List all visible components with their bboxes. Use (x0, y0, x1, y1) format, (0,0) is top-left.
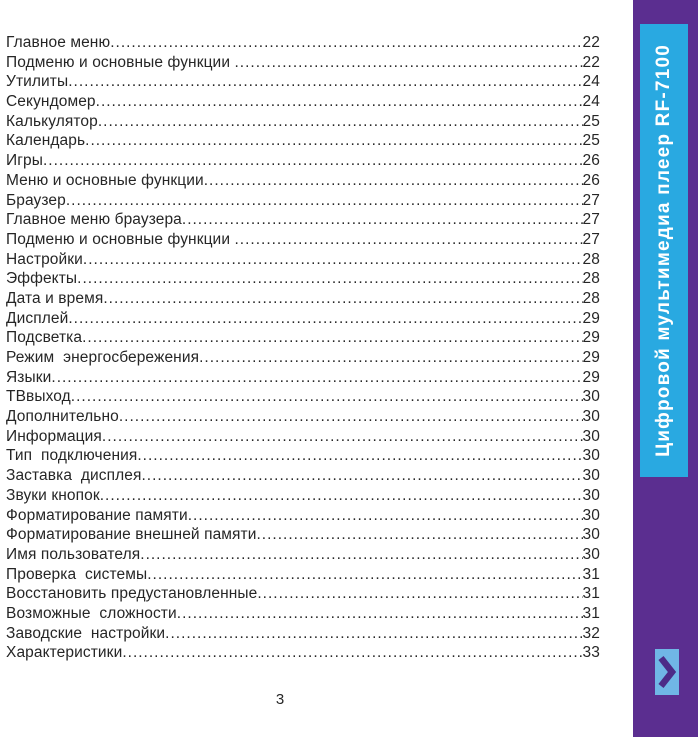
toc-entry-page: 31 (582, 565, 600, 583)
toc-entry-page: 31 (582, 604, 600, 622)
toc-entry-page: 32 (582, 624, 600, 642)
toc-entry (6, 230, 600, 250)
toc-entry-label: Подсветка (6, 329, 83, 347)
dot-leader (77, 269, 582, 289)
toc-entry-page: 28 (582, 270, 600, 288)
product-title-strip (640, 24, 688, 477)
toc-entry-label: Подменю и основные функции (6, 53, 235, 71)
toc-entry-page: 24 (582, 73, 600, 91)
toc-entry-page: 27 (582, 191, 600, 209)
toc-entry-label: Имя пользователя (6, 545, 141, 563)
toc-entry-label: Меню и основные функции (6, 171, 204, 189)
toc-entry (6, 348, 600, 368)
toc-entry (6, 289, 600, 309)
dot-leader (96, 92, 583, 112)
toc-entry (6, 250, 600, 270)
dot-leader (110, 33, 582, 53)
toc-entry (6, 565, 600, 585)
toc-entry-page: 26 (582, 152, 600, 170)
dot-leader (100, 486, 583, 506)
toc-entry-label: Утилиты (6, 73, 69, 91)
toc-entry-page: 28 (582, 250, 600, 268)
toc-entry-label: Проверка системы (6, 565, 148, 583)
toc-entry (6, 604, 600, 624)
toc-entry-label: Подменю и основные функции (6, 230, 235, 248)
toc-entry-label: Тип подключения (6, 447, 138, 465)
toc-entry-page: 30 (582, 526, 600, 544)
toc-entry-label: Восстановить предустановленные (6, 585, 258, 603)
dot-leader (204, 171, 583, 191)
toc-entry-page: 33 (582, 644, 600, 662)
toc-entry (6, 131, 600, 151)
toc-entry (6, 72, 600, 92)
toc-entry-label: Календарь (6, 132, 86, 150)
toc-entry (6, 53, 600, 73)
dot-leader (141, 466, 582, 486)
dot-leader (66, 191, 583, 211)
toc-entry-label: Форматирование внешней памяти (6, 526, 257, 544)
toc-entry-page: 28 (582, 289, 600, 307)
dot-leader (68, 72, 582, 92)
toc-entry-page: 29 (582, 368, 600, 386)
toc-entry (6, 368, 600, 388)
dot-leader (85, 131, 582, 151)
dot-leader (234, 230, 582, 250)
toc-entry (6, 269, 600, 289)
toc-entry-page: 25 (582, 132, 600, 150)
toc-entry-page: 30 (582, 486, 600, 504)
toc-entry-label: Дата и время (6, 289, 104, 307)
dot-leader (137, 446, 582, 466)
dot-leader (147, 565, 582, 585)
dot-leader (82, 328, 582, 348)
toc-entry (6, 506, 600, 526)
toc-entry-page: 25 (582, 112, 600, 130)
toc-entry-label: Главное меню браузера (6, 211, 182, 229)
dot-leader (234, 53, 582, 73)
toc-entry-label: Настройки (6, 250, 83, 268)
toc-entry (6, 446, 600, 466)
toc-entry-label: Дисплей (6, 309, 69, 327)
dot-leader (182, 210, 583, 230)
toc-entry-label: Главное меню (6, 34, 111, 51)
toc-entry-page: 29 (582, 309, 600, 327)
toc-entry (6, 407, 600, 427)
toc-entry-page: 31 (582, 585, 600, 603)
toc-entry-page: 29 (582, 349, 600, 366)
toc-entry-page: 22 (582, 53, 600, 71)
toc-entry (6, 171, 600, 191)
dot-leader (71, 387, 583, 407)
toc-entry (6, 643, 600, 663)
toc-entry-page: 26 (582, 171, 600, 189)
toc-entry (6, 584, 600, 604)
toc-entry-page: 30 (582, 506, 600, 524)
dot-leader (122, 643, 582, 663)
toc-entry-page: 30 (582, 467, 600, 485)
toc-entry (6, 151, 600, 171)
toc-entry-label: Браузер (6, 191, 66, 209)
toc-entry (6, 624, 600, 644)
toc-entry-label: Секундомер (6, 93, 96, 111)
toc-entry-page: 30 (582, 447, 600, 465)
toc-entry-page: 27 (582, 211, 600, 229)
page-number: 3 (275, 691, 285, 708)
toc-entry-page: 24 (582, 93, 600, 111)
dot-leader (83, 250, 583, 270)
toc-entry (6, 466, 600, 486)
dot-leader (119, 407, 583, 427)
dot-leader (165, 624, 582, 644)
toc-entry-page: 30 (582, 408, 600, 426)
toc-entry-label: Калькулятор (6, 112, 98, 130)
toc-entry-label: Заставка дисплея (6, 467, 142, 485)
toc-entry (6, 191, 600, 211)
dot-leader (51, 368, 582, 388)
toc-entry-label: Режим энергосбережения (6, 349, 200, 366)
toc-entry-label: Заводские настройки (6, 624, 166, 642)
toc-entry (6, 309, 600, 329)
dot-leader (102, 427, 583, 447)
toc-entry-label: Форматирование памяти (6, 506, 188, 524)
toc-entry-page: 30 (582, 388, 600, 406)
toc-entry (6, 92, 600, 112)
toc-entry (6, 33, 600, 53)
toc-entry-page: 29 (582, 329, 600, 347)
toc-list (6, 33, 600, 663)
toc-entry-label: Возможные сложности (6, 604, 177, 622)
chevron-right-icon (655, 649, 679, 695)
toc-entry (6, 525, 600, 545)
toc-entry (6, 210, 600, 230)
dot-leader (98, 112, 583, 132)
dot-leader (177, 604, 583, 624)
toc-entry (6, 387, 600, 407)
toc-entry-label: Звуки кнопок (6, 486, 100, 504)
toc-entry (6, 112, 600, 132)
toc-entry-label: Характеристики (6, 644, 123, 662)
dot-leader (68, 309, 582, 329)
dot-leader (43, 151, 583, 171)
toc-entry-label: Эффекты (6, 270, 78, 288)
toc-entry-page: 22 (582, 34, 600, 51)
toc-entry-label: Дополнительно (6, 408, 119, 426)
product-title: Цифровой мультимедиа плеер RF-7100 (653, 44, 674, 457)
chevron-badge (655, 649, 679, 695)
dot-leader (257, 525, 583, 545)
toc-entry (6, 486, 600, 506)
toc-entry-page: 30 (582, 545, 600, 563)
dot-leader (199, 348, 582, 368)
toc-entry-page: 30 (582, 427, 600, 445)
toc-entry (6, 545, 600, 565)
dot-leader (140, 545, 582, 565)
dot-leader (103, 289, 582, 309)
sidebar-band (633, 0, 698, 737)
toc-entry-page: 27 (582, 230, 600, 248)
toc-entry-label: Языки (6, 368, 52, 386)
toc-entry (6, 427, 600, 447)
toc-entry-label: Информация (6, 427, 102, 445)
toc-entry-label: Игры (6, 152, 43, 170)
dot-leader (188, 506, 583, 526)
dot-leader (257, 584, 582, 604)
toc-entry (6, 328, 600, 348)
toc-entry-label: ТВвыход (6, 388, 71, 406)
